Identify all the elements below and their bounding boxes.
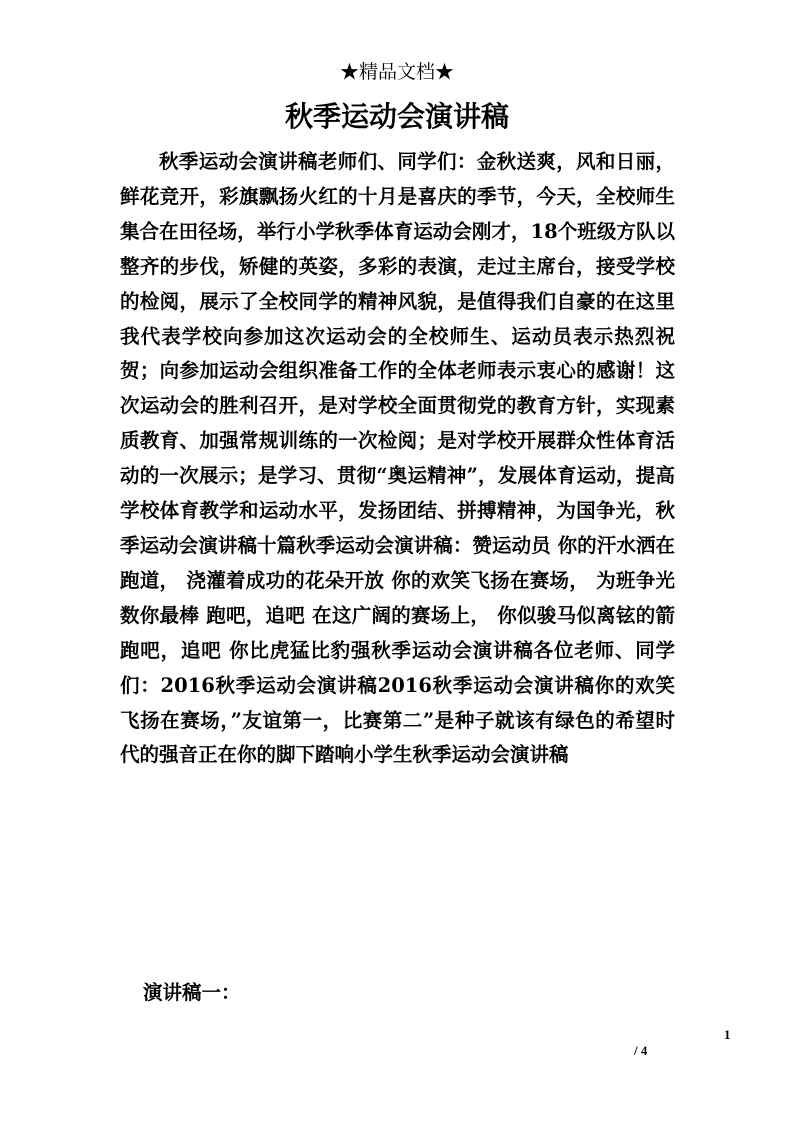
document-header-label: ★精品文档★: [339, 61, 454, 83]
page-number: 1: [724, 1027, 731, 1042]
body-paragraph: 秋季运动会演讲稿老师们、同学们：金秋送爽，风和日丽，鲜花竞开，彩旗飘扬火红的十月是喜庆的季节，今天，全校师生集合在田径场，举行小学秋季体育运动会刚才，18个班级方队以整齐的步伐，矫健的英姿，多彩的表演，走过主席台，接受学校的检阅，展示了全校同学的精神风貌，是值得我们自豪的在这里我代表学校向参加这次运动会的全校师生、运动员表示热烈祝贺；向参加运动会组织准备工作的全体老师表示衷心的感谢！这次运动会的胜利召开，是对学校全面贯彻党的教育方针，实现素质教育、加强常规训练的一次检阅；是对学校开展群众性体育活动的一次展示；是学习、贯彻“奥运精神”，发展体育运动，提高学校体育教学和运动水平，发扬团结、拼搏精神，为国争光，秋季运动会演讲稿十篇秋季运动会演讲稿：赞运动员 你的汗水洒在跑道， 浇灌着成功的花朵开放 你的欢笑飞扬在赛场， 为班争光数你最棒 跑吧，追吧 在这广阔的赛场上， 你似骏马似离铉的箭 跑吧，追吧 你比虎猛比豹强秋季运动会演讲稿各位老师、同学们：2016秋季运动会演讲稿2016秋季运动会演讲稿你的欢笑飞扬在赛场，”友谊第一，比赛第二”是种子就该有绿色的希望时代的强音正在你的脚下踏响小学生秋季运动会演讲稿: [120, 150, 675, 767]
document-title: 秋季运动会演讲稿: [284, 100, 509, 133]
page-total: / 4: [634, 1043, 648, 1058]
section-heading: 演讲稿一：: [143, 981, 241, 1004]
